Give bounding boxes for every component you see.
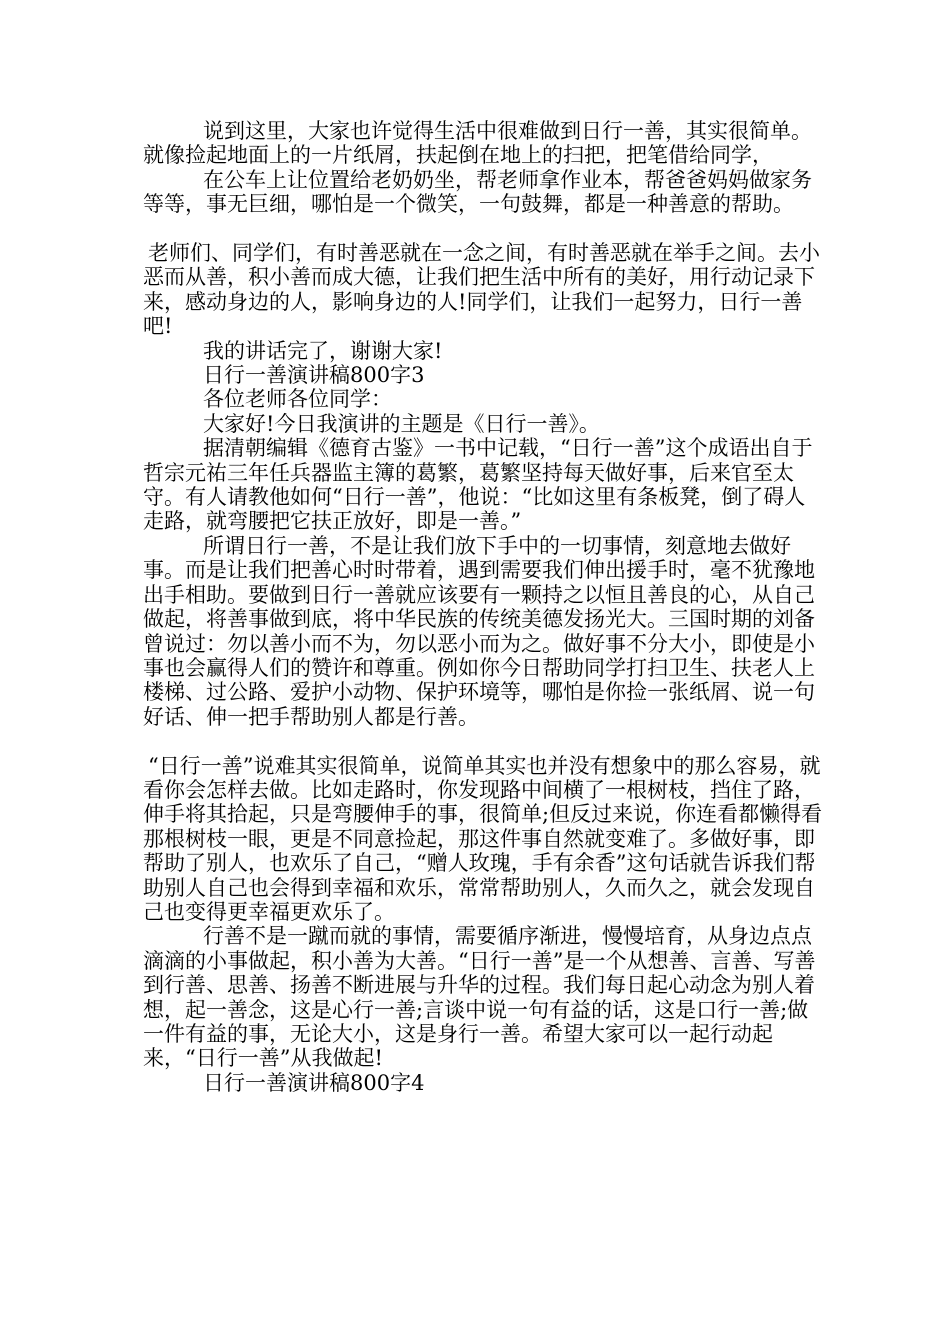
paragraph: 说到这里，大家也许觉得生活中很难做到日行一善，其实很简单。就像捡起地面上的一片纸屑，扶起倒在地上的扫把，把笔借给同学， (143, 119, 812, 168)
salutation: 各位老师各位同学： (203, 387, 392, 412)
blank-line (143, 729, 823, 753)
paragraph: 老师们、同学们，有时善恶就在一念之间，有时善恶就在举手之间。去小恶而从善，积小善而成大德，让我们把生活中所有的美好，用行动记录下来，感动身边的人，影响身边的人!同学们，让我们一起努力，日行一善吧! (143, 241, 820, 339)
paragraph: 行善不是一蹴而就的事情，需要循序渐进，慢慢培育，从身边点点滴滴的小事做起，积小善为大善。“日行一善”是一个从想善、言善、写善到行善、思善、扬善不断进展与升华的过程。我们每日起心动念为别人着想，起一善念，这是心行一善;言谈中说一句有益的话，这是口行一善;做一件有益的事，无论大小，这是身行一善。希望大家可以一起行动起来，“日行一善”从我做起! (143, 924, 816, 1071)
closing-line: 我的讲话完了，谢谢大家! (203, 338, 443, 363)
paragraph: 在公车上让位置给老奶奶坐，帮老师拿作业本，帮爸爸妈妈做家务等等，事无巨细，哪怕是一个微笑，一句鼓舞，都是一种善意的帮助。 (143, 167, 812, 217)
paragraph: 大家好!今日我演讲的主题是《日行一善》。 (203, 411, 600, 436)
document-page (143, 119, 823, 1095)
paragraph: 据清朝编辑《德育古鉴》一书中记载，“日行一善”这个成语出自于哲宗元祐三年任兵器监主簿的葛繁，葛繁坚持每天做好事，后来官至太守。有人请教他如何“日行一善”，他说：“比如这里有条板凳，倒了碍人走路，就弯腰把它扶正放好，即是一善。” (143, 436, 813, 534)
section-heading: 日行一善演讲稿800字4 (203, 1070, 425, 1095)
paragraph: 所谓日行一善，不是让我们放下手中的一切事情，刻意地去做好事。而是让我们把善心时时带着，遇到需要我们伸出援手时，毫不犹豫地出手相助。要做到日行一善就应该要有一颗持之以恒且善良的心，从自己做起，将善事做到底，将中华民族的传统美德发扬光大。三国时期的刘备曾说过：勿以善小而不为，勿以恶小而为之。做好事不分大小，即使是小事也会赢得人们的赞许和尊重。例如你今日帮助同学打扫卫生、扶老人上楼梯、过公路、爱护小动物、保护环境等，哪怕是你捡一张纸屑、说一句好话、伸一把手帮助别人都是行善。 (143, 533, 815, 729)
blank-line (143, 217, 823, 241)
paragraph: “日行一善”说难其实很简单，说简单其实也并没有想象中的那么容易，就看你会怎样去做。比如走路时，你发现路中间横了一根树枝，挡住了路，伸手将其拾起，只是弯腰伸手的事，很简单;但反过来说，你连看都懒得看那根树枝一眼，更是不同意捡起，那这件事自然就变难了。多做好事，即帮助了别人，也欢乐了自己，“赠人玫瑰，手有余香”这句话就告诉我们帮助别人自己也会得到幸福和欢乐，常常帮助别人，久而久之，就会发现自己也变得更幸福更欢乐了。 (143, 753, 823, 924)
section-heading: 日行一善演讲稿800字3 (203, 363, 425, 388)
